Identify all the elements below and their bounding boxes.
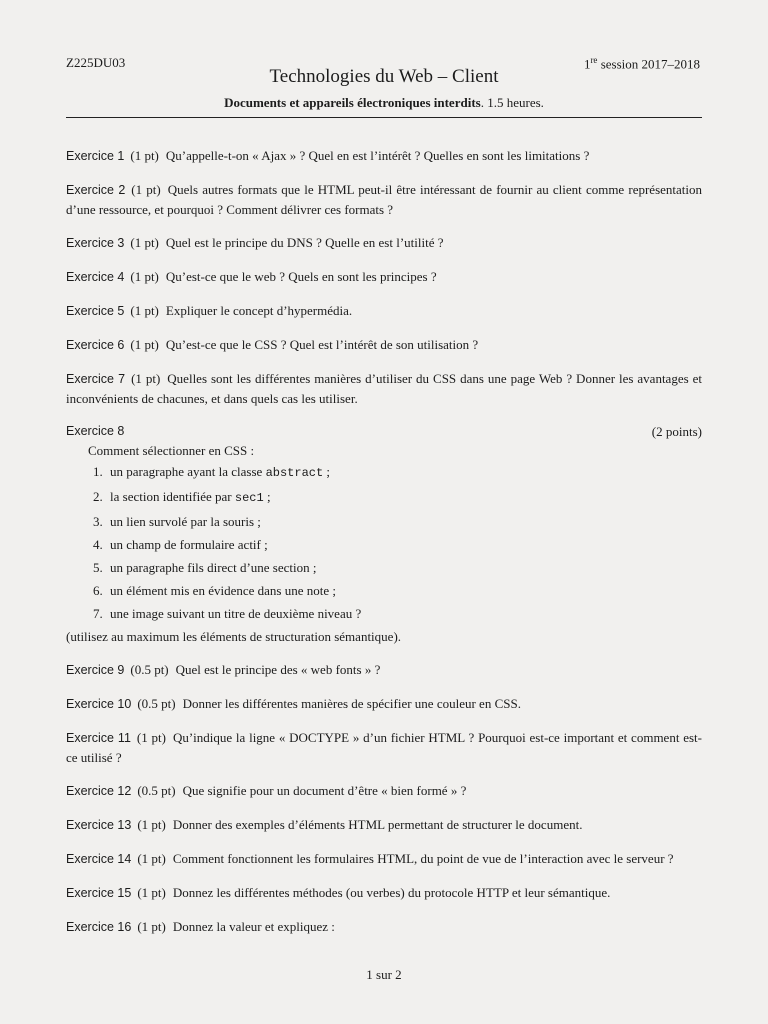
exercise bbox=[66, 180, 702, 219]
exercise bbox=[66, 694, 702, 714]
exercise-label: Exercice 7 bbox=[66, 372, 126, 386]
exercise-points: (1 pt) bbox=[130, 337, 159, 352]
exercise-8 bbox=[66, 422, 702, 646]
exercise-label: Exercice 16 bbox=[66, 920, 132, 934]
list-item bbox=[106, 604, 702, 623]
item-text: un paragraphe fils direct d’une section ; bbox=[110, 560, 317, 575]
item-text: une image suivant un titre de deuxième niveau ? bbox=[110, 606, 362, 621]
exercise-points: (1 pt) bbox=[130, 148, 159, 163]
selector-question-list bbox=[88, 462, 702, 623]
header-divider bbox=[66, 117, 702, 118]
exercise-text: Quel est le principe du DNS ? Quelle en est l’utilité ? bbox=[165, 235, 444, 250]
exercise bbox=[66, 883, 702, 903]
exercise bbox=[66, 146, 702, 166]
exercise-points: (1 pt) bbox=[137, 817, 166, 832]
item-text: un paragraphe ayant la classe bbox=[110, 464, 266, 479]
exercise-label: Exercice 2 bbox=[66, 183, 126, 197]
exercise-text: Donnez les différentes méthodes (ou verbes) du protocole HTTP et leur sémantique. bbox=[172, 885, 611, 900]
list-item bbox=[106, 462, 702, 483]
exercise-points: (1 pt) bbox=[130, 303, 159, 318]
exercise-label: Exercice 1 bbox=[66, 149, 125, 163]
exercise-label: Exercice 15 bbox=[66, 886, 132, 900]
exercise-text: Quels autres formats que le HTML peut-il être intéressant de fournir au client comme représentation d’une ressource, et pourquoi ? Comment délivrer ces formats ? bbox=[66, 182, 702, 217]
exercise-label: Exercice 12 bbox=[66, 784, 132, 798]
exercise bbox=[66, 781, 702, 801]
exercise-points: (1 pt) bbox=[130, 269, 159, 284]
exercise-points: (1 pt) bbox=[130, 235, 159, 250]
exercise bbox=[66, 369, 702, 408]
exercise bbox=[66, 849, 702, 869]
exercise-label: Exercice 11 bbox=[66, 731, 131, 745]
exercise-label: Exercice 6 bbox=[66, 338, 125, 352]
exercise-points: (2 points) bbox=[651, 424, 702, 439]
exercise-points: (1 pt) bbox=[137, 919, 166, 934]
code-token: sec1 bbox=[234, 491, 264, 505]
exercise-label: Exercice 3 bbox=[66, 236, 125, 250]
page-title: Technologies du Web – Client bbox=[269, 66, 499, 87]
exercise-points: (1 pt) bbox=[137, 851, 166, 866]
item-punct: ; bbox=[263, 489, 271, 504]
exercise bbox=[66, 660, 702, 680]
list-item bbox=[106, 558, 702, 577]
exam-instructions: Documents et appareils électroniques interdits. 1.5 heures. bbox=[224, 95, 544, 110]
exercise-text: Donner les différentes manières de spécifier une couleur en CSS. bbox=[182, 696, 521, 711]
item-text: un champ de formulaire actif ; bbox=[110, 537, 268, 552]
exercise-text: Comment fonctionnent les formulaires HTML, du point de vue de l’interaction avec le serveur ? bbox=[172, 851, 674, 866]
exercise-label: Exercice 4 bbox=[66, 270, 125, 284]
list-item bbox=[106, 487, 702, 508]
exercise-text: Donnez la valeur et expliquez : bbox=[172, 919, 335, 934]
exercise-label: Exercice 14 bbox=[66, 852, 132, 866]
exercise-text: Quelles sont les différentes manières d’utiliser du CSS dans une page Web ? Donner les avantages et inconvénients de chacunes, et dans quels cas les utiliser. bbox=[66, 371, 702, 406]
item-text: un élément mis en évidence dans une note ; bbox=[110, 583, 336, 598]
exercise-list bbox=[66, 146, 702, 951]
exercise-points: (0.5 pt) bbox=[137, 783, 176, 798]
exercise-intro: Comment sélectionner en CSS : bbox=[88, 443, 255, 458]
list-item bbox=[106, 512, 702, 531]
code-token: abstract bbox=[265, 466, 324, 480]
exercise-label: Exercice 13 bbox=[66, 818, 132, 832]
page-number: 1 sur 2 bbox=[366, 967, 402, 982]
exercise-label: Exercice 9 bbox=[66, 663, 125, 677]
exercise-text: Donner des exemples d’éléments HTML permettant de structurer le document. bbox=[172, 817, 583, 832]
exercise bbox=[66, 917, 702, 937]
exercise-text: Expliquer le concept d’hypermédia. bbox=[165, 303, 353, 318]
exercise-points: (1 pt) bbox=[137, 885, 166, 900]
exercise bbox=[66, 335, 702, 355]
exercise bbox=[66, 301, 702, 321]
exercise bbox=[66, 233, 702, 253]
item-text: un lien survolé par la souris ; bbox=[110, 514, 261, 529]
exercise-note: (utilisez au maximum les éléments de structuration sémantique). bbox=[66, 629, 402, 644]
exercise-points: (1 pt) bbox=[131, 182, 161, 197]
exercise-label: Exercice 5 bbox=[66, 304, 125, 318]
exercise-text: Qu’appelle-t-on « Ajax » ? Quel en est l’intérêt ? Quelles en sont les limitations ? bbox=[165, 148, 590, 163]
exercise-label: Exercice 10 bbox=[66, 697, 132, 711]
exercise bbox=[66, 815, 702, 835]
exercise-text: Qu’indique la ligne « DOCTYPE » d’un fichier HTML ? Pourquoi est-ce important et comment est-ce utilisé ? bbox=[66, 730, 702, 765]
exercise-text: Qu’est-ce que le web ? Quels en sont les principes ? bbox=[165, 269, 437, 284]
item-text: la section identifiée par bbox=[110, 489, 235, 504]
exercise bbox=[66, 728, 702, 767]
exercise-text: Que signifie pour un document d’être « bien formé » ? bbox=[182, 783, 467, 798]
exercise bbox=[66, 267, 702, 287]
item-punct: ; bbox=[323, 464, 331, 479]
list-item bbox=[106, 581, 702, 600]
exercise-text: Qu’est-ce que le CSS ? Quel est l’intérêt de son utilisation ? bbox=[165, 337, 479, 352]
list-item bbox=[106, 535, 702, 554]
exercise-text: Quel est le principe des « web fonts » ? bbox=[175, 662, 381, 677]
session-label: 1re session 2017–2018 bbox=[583, 55, 700, 72]
exercise-points: (0.5 pt) bbox=[137, 696, 176, 711]
exercise-points: (1 pt) bbox=[131, 371, 161, 386]
exercise-points: (1 pt) bbox=[136, 730, 166, 745]
course-code: Z225DU03 bbox=[66, 55, 126, 70]
exercise-label: Exercice 8 bbox=[66, 424, 125, 438]
exercise-points: (0.5 pt) bbox=[130, 662, 169, 677]
